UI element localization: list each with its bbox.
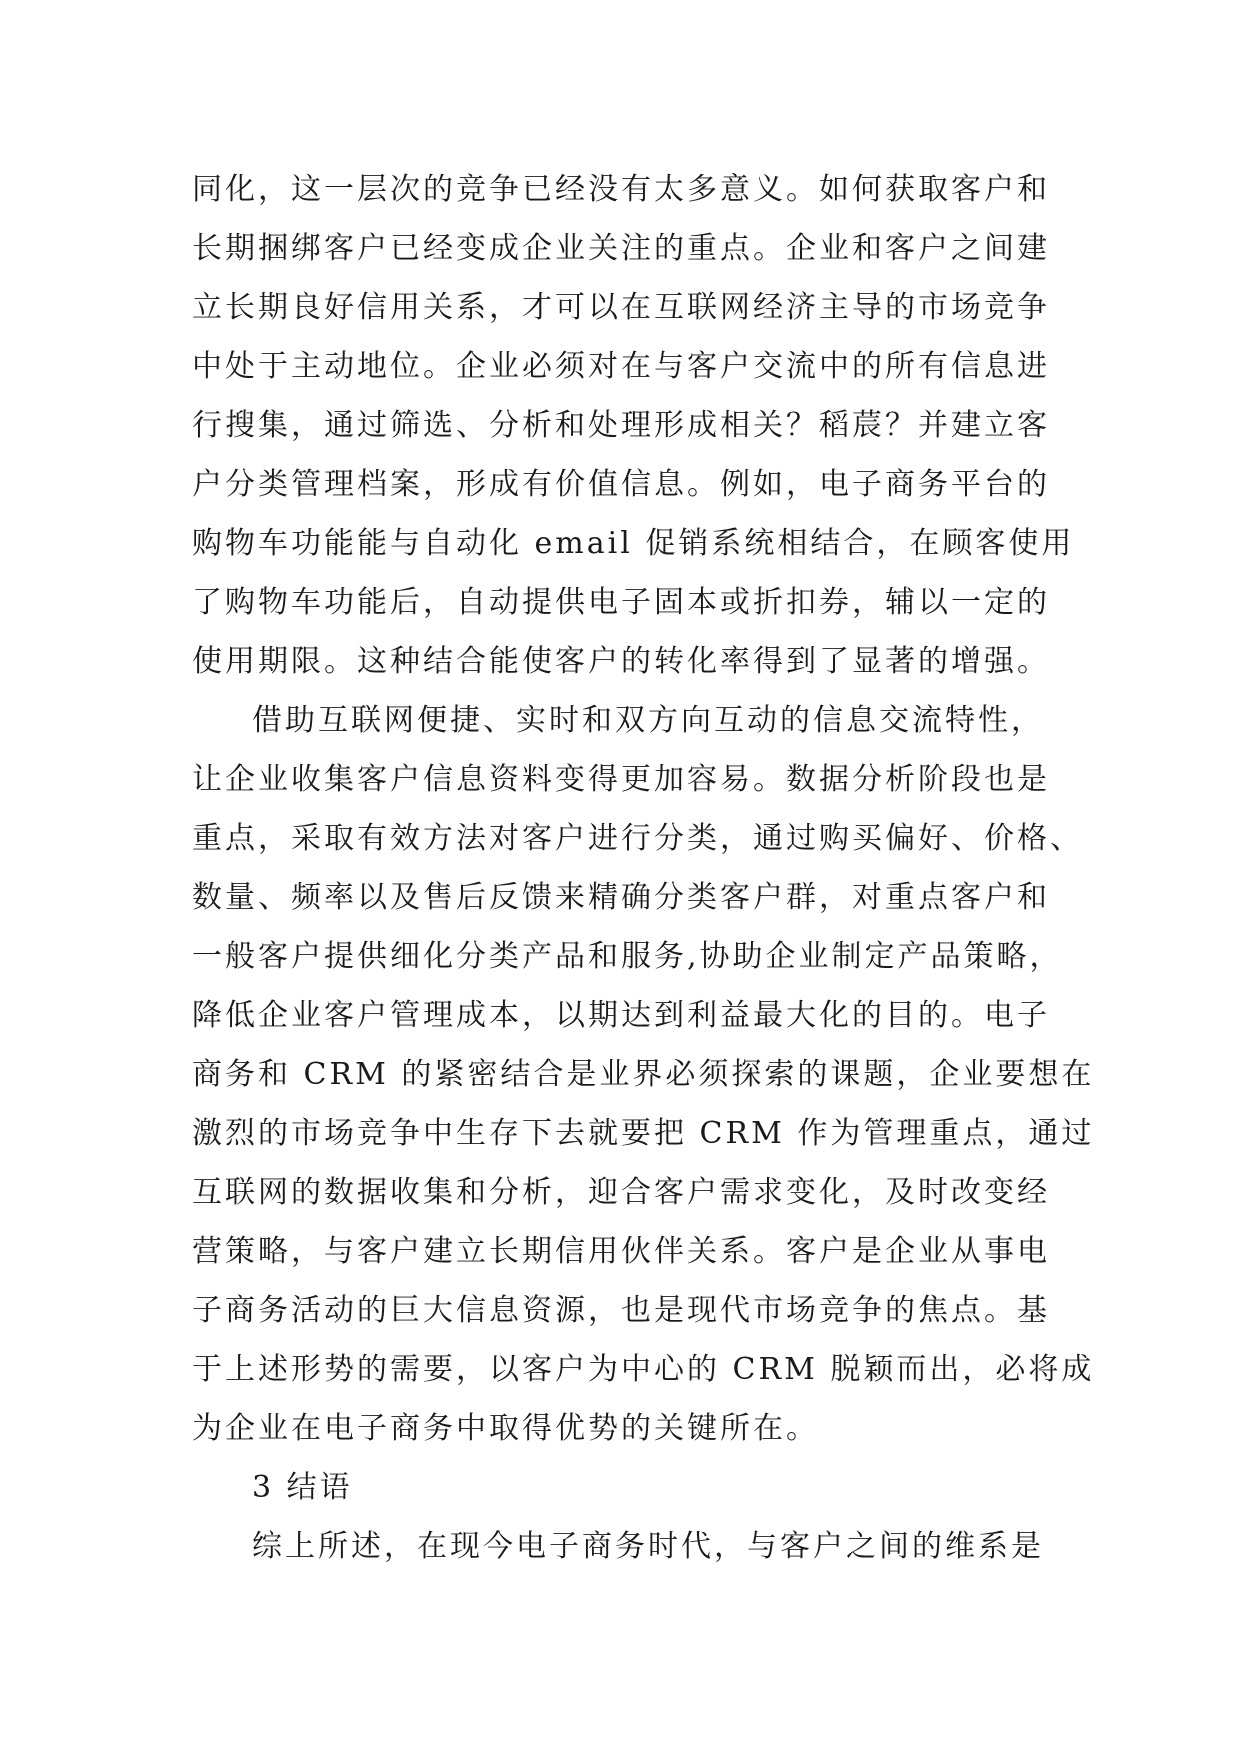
- section-heading: 3 结语: [252, 1470, 353, 1505]
- text-line: 了购物车功能后，自动提供电子固本或折扣券，辅以一定的: [192, 585, 1050, 620]
- paragraph-start-line: 借助互联网便捷、实时和双方向互动的信息交流特性，: [252, 703, 1044, 738]
- text-line: 让企业收集客户信息资料变得更加容易。数据分析阶段也是: [192, 762, 1050, 797]
- text-line: 使用期限。这种结合能使客户的转化率得到了显著的增强。: [192, 644, 1050, 679]
- text-line: 中处于主动地位。企业必须对在与客户交流中的所有信息进: [192, 349, 1050, 384]
- text-line: 于上述形势的需要，以客户为中心的 CRM 脱颖而出，必将成: [192, 1352, 1095, 1387]
- text-line: 一般客户提供细化分类产品和服务,协助企业制定产品策略，: [192, 939, 1063, 974]
- text-line: 重点，采取有效方法对客户进行分类，通过购买偏好、价格、: [192, 821, 1083, 856]
- text-line: 激烈的市场竞争中生存下去就要把 CRM 作为管理重点，通过: [192, 1116, 1095, 1151]
- paragraph-start-line: 综上所述，在现今电子商务时代，与客户之间的维系是: [252, 1529, 1044, 1564]
- text-line: 户分类管理档案，形成有价值信息。例如，电子商务平台的: [192, 467, 1050, 502]
- body-text: [192, 160, 1095, 1576]
- text-line: 营策略，与客户建立长期信用伙伴关系。客户是企业从事电: [192, 1234, 1050, 1269]
- text-line: 降低企业客户管理成本，以期达到利益最大化的目的。电子: [192, 998, 1050, 1033]
- text-line: 购物车功能能与自动化 email 促销系统相结合，在顾客使用: [192, 526, 1075, 561]
- text-line: 子商务活动的巨大信息资源，也是现代市场竞争的焦点。基: [192, 1293, 1050, 1328]
- text-line: 同化，这一层次的竞争已经没有太多意义。如何获取客户和: [192, 172, 1050, 207]
- text-line: 长期捆绑客户已经变成企业关注的重点。企业和客户之间建: [192, 231, 1050, 266]
- text-line: 为企业在电子商务中取得优势的关键所在。: [192, 1411, 819, 1446]
- text-line: 立长期良好信用关系，才可以在互联网经济主导的市场竞争: [192, 290, 1050, 325]
- text-line: 互联网的数据收集和分析，迎合客户需求变化，及时改变经: [192, 1175, 1050, 1210]
- text-line: 行搜集，通过筛选、分析和处理形成相关？稻莀？并建立客: [192, 408, 1050, 443]
- text-line: 商务和 CRM 的紧密结合是业界必须探索的课题，企业要想在: [192, 1057, 1095, 1092]
- text-line: 数量、频率以及售后反馈来精确分类客户群，对重点客户和: [192, 880, 1050, 915]
